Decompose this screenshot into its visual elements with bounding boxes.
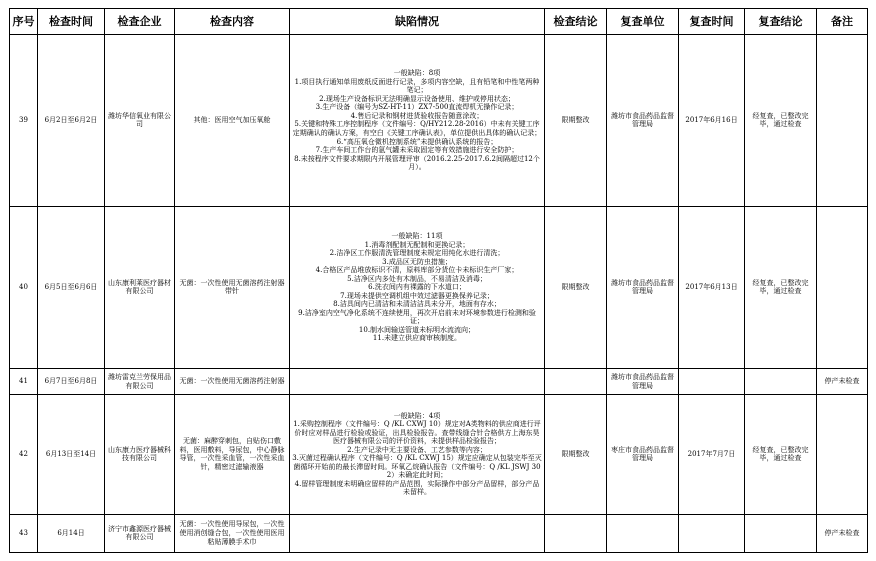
defect-line: 5.关键和特殊工序控制程序（文件编号：Q/HY212.28-2016）中未有关键工序定期确认的确认方案，有空白《关键工序确认表》，单位提供出具体的确认记录； [292, 120, 542, 138]
row-review-time: 2017年7月7日 [679, 395, 745, 514]
defect-line: 8.洁具间内已清洁和未清洁洁具未分开，地面有存水； [333, 300, 501, 309]
row-conclusion: 限期整改 [545, 206, 607, 368]
row-company: 济宁市鑫源医疗器械有限公司 [105, 514, 175, 552]
row-content: 无菌：一次性使用导尿包，一次性使用消创缝合包，一次性使用医用粘贴薄膜手术巾 [175, 514, 290, 552]
table-header-row [10, 9, 868, 35]
defect-line: 2.洁净区工作服清洗管理制度未规定用纯化水进行清洗； [329, 249, 505, 258]
row-review-time [679, 368, 745, 394]
row-note [817, 395, 868, 514]
defect-line: 3.生产设备（编号为SZ-HT-11）ZX7-500直流焊机无操作记录； [315, 103, 519, 112]
row-time: 6月14日 [38, 514, 105, 552]
table-row [10, 395, 868, 514]
row-content: 无菌：一次性使用无菌溶药注射器 [175, 368, 290, 394]
defect-line: 6.洗衣间内有裸露的下水道口； [368, 283, 466, 292]
table-row [10, 514, 868, 552]
row-conclusion: 限期整改 [545, 395, 607, 514]
row-time: 6月2日至6月2日 [38, 35, 105, 207]
header-note: 备注 [817, 9, 868, 35]
header-content: 检查内容 [175, 9, 290, 35]
row-review-unit: 潍坊市食品药品监督管理局 [607, 368, 679, 394]
row-review-conclusion [745, 368, 817, 394]
defect-line: 4.留样管理制度未明确应留样的产品范围，实际操作中部分产品留样，部分产品未留样。 [294, 479, 540, 497]
row-review-time: 2017年6月16日 [679, 35, 745, 207]
row-company: 山东康力医疗器械科技有限公司 [105, 395, 175, 514]
defect-line: 2.生产记录中无主要设备、工艺参数等内容； [347, 445, 487, 454]
defect-line: 6.“高压氧仓微机控制系统”未提供确认系统的报告； [336, 137, 498, 146]
row-review-unit: 枣庄市食品药品监督管理局 [607, 395, 679, 514]
defect-line: 一般缺陷：4项 [393, 411, 441, 420]
defect-line: 1.项目执行通知单用废纸反面进行记录，多项内容空缺，且有铅笔和中性笔两种笔记； [294, 77, 540, 95]
row-company: 山东康利莱医疗器材有限公司 [105, 206, 175, 368]
row-defects [290, 514, 545, 552]
defect-line: 11.未建立供应商审核制度。 [372, 334, 462, 343]
defect-line: 9.洁净室内空气净化系统不连续使用，再次开启前未对环境参数进行检测和验证； [298, 308, 536, 326]
row-company: 潍坊华信氧业有限公司 [105, 35, 175, 207]
row-note [817, 35, 868, 207]
row-conclusion [545, 514, 607, 552]
row-conclusion [545, 368, 607, 394]
inspection-table [9, 8, 868, 553]
row-review-conclusion [745, 514, 817, 552]
header-no: 序号 [10, 9, 38, 35]
row-no: 43 [10, 514, 38, 552]
row-review-unit: 潍坊市食品药品监督管理局 [607, 35, 679, 207]
row-review-time: 2017年6月13日 [679, 206, 745, 368]
header-company: 检查企业 [105, 9, 175, 35]
row-note: 停产未检查 [817, 368, 868, 394]
row-defects [290, 206, 545, 368]
header-defects: 缺陷情况 [290, 9, 545, 35]
row-no: 41 [10, 368, 38, 394]
defect-line: 3.成品区无防虫措施； [382, 257, 452, 266]
row-note [817, 206, 868, 368]
table-row [10, 206, 868, 368]
row-no: 39 [10, 35, 38, 207]
defect-line: 3.灭菌过程确认程序（文件编号：Q /KL CXWJ 15）规定应确定从包装完毕至灭菌循环开始前的最长滞留时间。环氧乙烷确认报告（文件编号：Q /KL JSWJ 302）未确定此时间； [292, 454, 542, 480]
row-review-conclusion: 经复查，已整改完毕，通过检查 [745, 35, 817, 207]
row-conclusion: 限期整改 [545, 35, 607, 207]
row-content: 无菌：一次性使用无菌溶药注射器带针 [175, 206, 290, 368]
defect-line: 4.合格区产品堆放标识不清，原料库部分货位卡未标识生产厂家； [315, 266, 519, 275]
row-no: 40 [10, 206, 38, 368]
header-review-time: 复查时间 [679, 9, 745, 35]
row-no: 42 [10, 395, 38, 514]
row-note: 停产未检查 [817, 514, 868, 552]
row-review-unit: 潍坊市食品药品监督管理局 [607, 206, 679, 368]
header-review-unit: 复查单位 [607, 9, 679, 35]
row-time: 6月13日至14日 [38, 395, 105, 514]
row-review-unit [607, 514, 679, 552]
defect-line: 1.采购控制程序（文件编号：Q /KL CXWJ 10）规定对A类物料的供应商进行评价时应对样品进行检验或验证，出具检验报告。查带线缝合针合格供方上海东昊医疗器械有限公司的评价资料，未提供样品检验报告； [293, 420, 541, 446]
defect-line: 7.现场未提供空调机组中效过滤器更换保养记录； [340, 291, 494, 300]
row-review-conclusion: 经复查，已整改完毕，通过检查 [745, 206, 817, 368]
defect-line: 2.现场生产设备标识无法明确显示设备使用、维护或停用状态； [319, 94, 515, 103]
table-row [10, 35, 868, 207]
defect-line: 7.生产车间工作台的氩气罐未采取固定等有效措施进行安全防护； [315, 146, 519, 155]
defect-line: 8.未按程序文件要求期限内开展管理评审（2016.2.25-2017.6.2间隔超过12个月）。 [294, 154, 540, 172]
defect-line: 4.售后记录和钢材进货验收报告随意涂改； [350, 111, 484, 120]
row-time: 6月5日至6月6日 [38, 206, 105, 368]
defect-line: 10.制水间输送管道未标明水流流向； [358, 325, 476, 334]
header-time: 检查时间 [38, 9, 105, 35]
row-defects [290, 35, 545, 207]
row-time: 6月7日至6月8日 [38, 368, 105, 394]
defect-line: 5.洁净区内多处有木制品，不易清洁及消毒； [347, 274, 487, 283]
row-content: 无菌：麻醉穿刺包，自贴伤口敷料，医用敷料，导尿包，中心静脉导管，一次性采血管，一次性采血针，精密过滤输液器 [175, 395, 290, 514]
table-row [10, 368, 868, 394]
row-company: 潍坊雷克兰劳保用品有限公司 [105, 368, 175, 394]
defect-line: 一般缺陷：8项 [393, 69, 441, 78]
row-defects [290, 395, 545, 514]
defect-line: 1.消毒剂配制无配制和更换记录； [364, 240, 470, 249]
row-content: 其他：医用空气加压氧舱 [175, 35, 290, 207]
defect-line: 一般缺陷：11项 [391, 231, 443, 240]
header-review-conclusion: 复查结论 [745, 9, 817, 35]
header-conclusion: 检查结论 [545, 9, 607, 35]
row-review-time [679, 514, 745, 552]
row-review-conclusion: 经复查，已整改完毕，通过检查 [745, 395, 817, 514]
row-defects [290, 368, 545, 394]
